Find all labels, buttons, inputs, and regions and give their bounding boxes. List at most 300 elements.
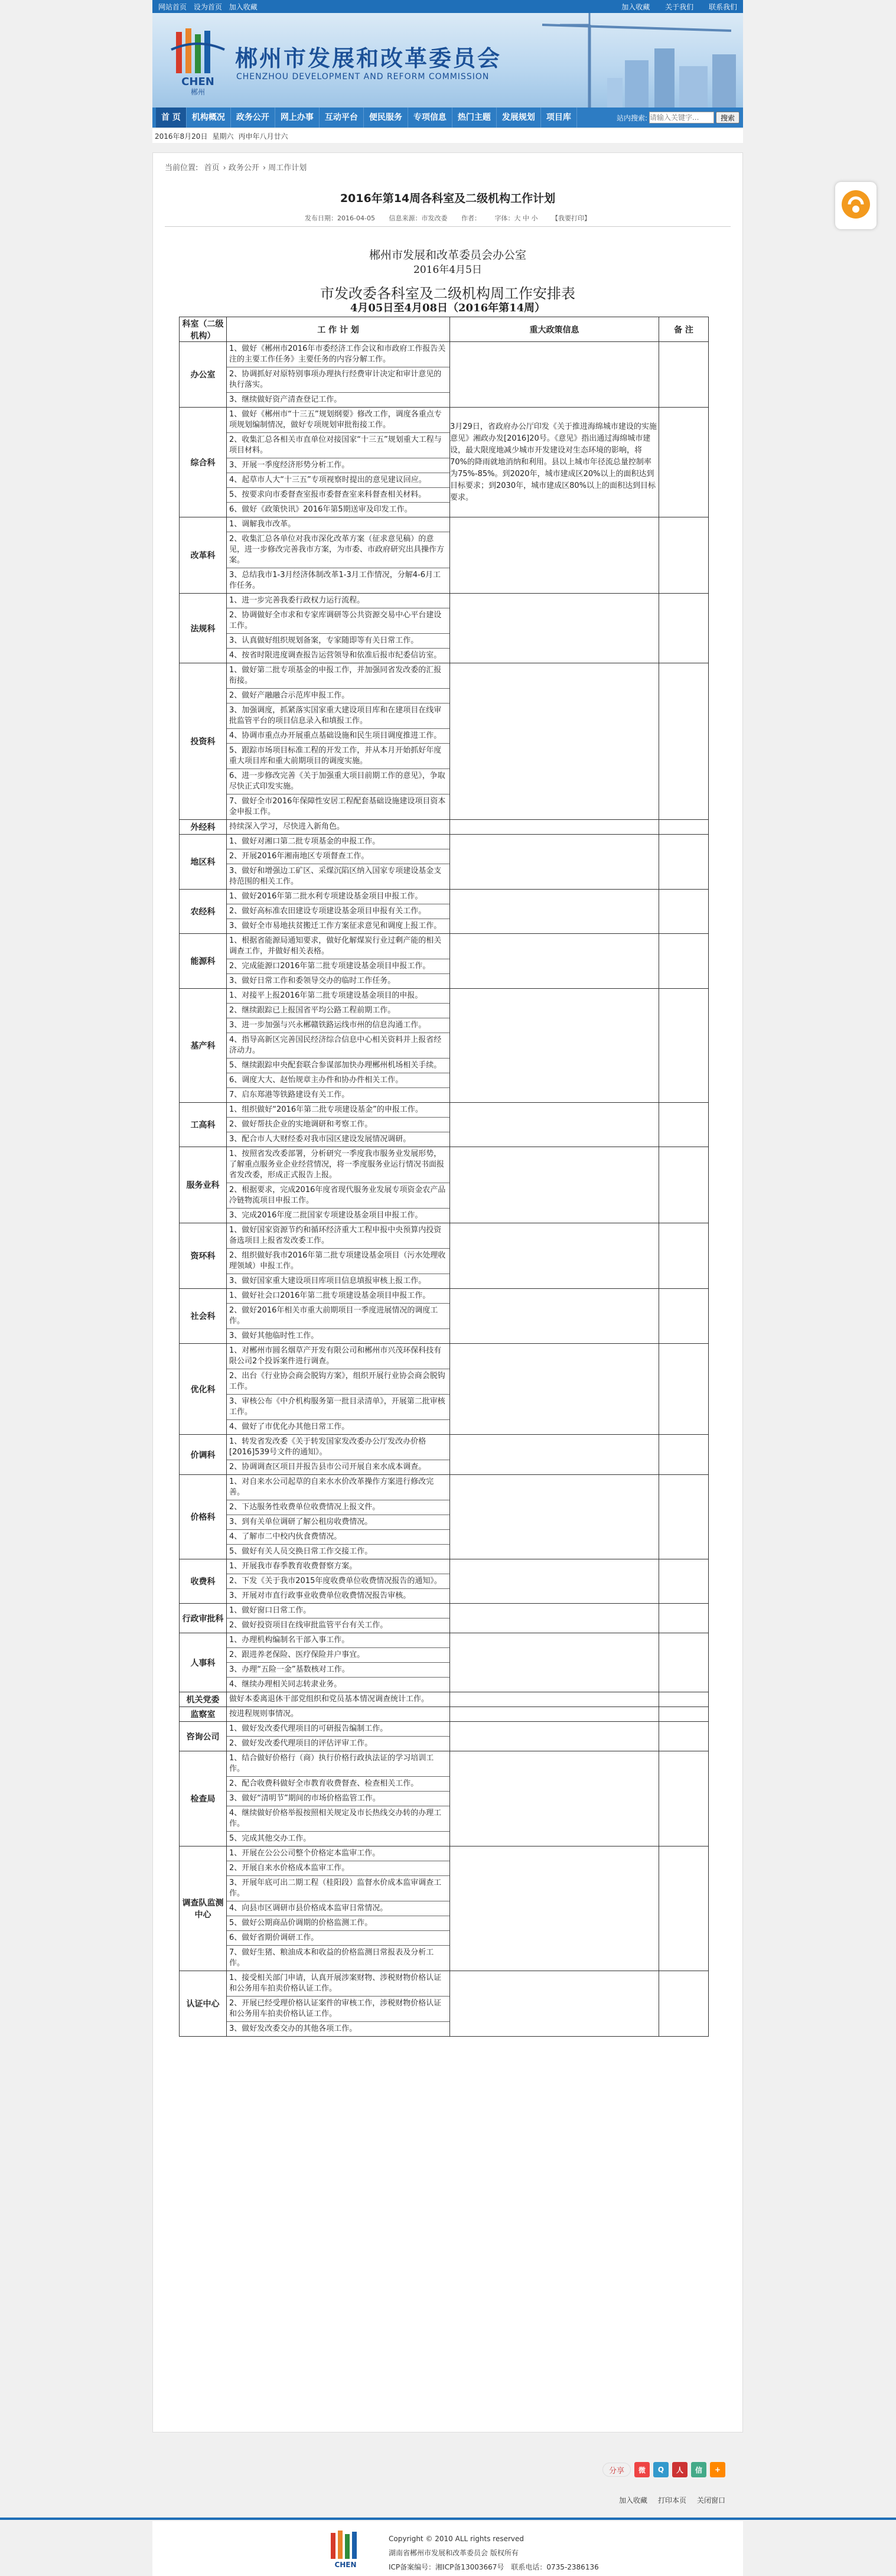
table-row bbox=[180, 1751, 709, 1846]
remarks-cell bbox=[659, 1971, 709, 2037]
breadcrumb: 当前位置: 首页 › 政务公开 › 周工作计划 bbox=[165, 164, 307, 172]
current-date: 2016年8月20日 bbox=[155, 132, 208, 141]
tasks-cell bbox=[227, 890, 450, 934]
task-item: 5、做好公期商品价调期的价格监测工作。 bbox=[227, 1916, 449, 1931]
dept-cell: 工高科 bbox=[180, 1103, 227, 1147]
dept-cell: 外经科 bbox=[180, 820, 227, 835]
breadcrumb-item[interactable]: 周工作计划 bbox=[268, 164, 307, 172]
task-item: 1、按照省发改委部署，分析研究一季度我市服务业发展形势，了解重点服务业企业经营情况，将一季度服务业运行情况书面报省发改委，形成正式报告上报。 bbox=[227, 1147, 449, 1183]
remarks-cell bbox=[659, 934, 709, 989]
share-buttons bbox=[602, 2462, 725, 2477]
task-item: 4、起草市人大“十三五”专项视察时提出的意见建议回应。 bbox=[227, 473, 449, 488]
table-row bbox=[180, 408, 709, 517]
remarks-cell bbox=[659, 1846, 709, 1971]
task-item: 7、做好全市2016年保障性安居工程配套基础设施建设项目资本金申报工作。 bbox=[229, 797, 446, 816]
task-item: 2、配合收费科做好全市教育收费督查、检查相关工作。 bbox=[227, 1777, 449, 1792]
task-item: 3、做好全市易地扶贫搬迁工作方案征求意见和调度上报工作。 bbox=[229, 921, 442, 930]
table-row bbox=[180, 1692, 709, 1707]
tasks-cell bbox=[227, 1223, 450, 1289]
tasks-cell bbox=[227, 1147, 450, 1223]
site-search bbox=[617, 112, 743, 123]
task-item: 3、总结我市1-3月经济体制改革1-3月工作情况，分解4-6月工作任务。 bbox=[229, 571, 441, 590]
table-row bbox=[180, 342, 709, 408]
tasks-cell bbox=[227, 820, 450, 835]
logo-cn: 郴州 bbox=[190, 88, 206, 96]
meta-source: 信息来源：市发改委 bbox=[389, 214, 448, 222]
task-item: 2、跟进养老保险、医疗保险并户事宜。 bbox=[227, 1648, 449, 1663]
policy-cell bbox=[450, 1147, 659, 1223]
dept-cell: 办公室 bbox=[180, 342, 227, 408]
tasks-cell bbox=[227, 1344, 450, 1435]
policy-cell bbox=[450, 1692, 659, 1707]
tasks-cell bbox=[227, 1475, 450, 1559]
remarks-cell bbox=[659, 1633, 709, 1692]
task-item: 5、做好有关人员交换日常工作交接工作。 bbox=[229, 1547, 373, 1556]
task-item: 5、跟踪市场项目标准工程的开发工作，并从本月开始抓好年度重大项目库和重大前期项目的调度实施。 bbox=[227, 744, 449, 769]
task-item: 6、做好省期价调研工作。 bbox=[227, 1931, 449, 1946]
task-item: 持续深入学习，尽快进入新角色。 bbox=[229, 822, 345, 831]
task-item: 4、向县市区调研市县价格成本监审日常情况。 bbox=[227, 1901, 449, 1916]
policy-cell bbox=[450, 1846, 659, 1971]
footer-logo bbox=[324, 2528, 368, 2570]
main-nav bbox=[152, 108, 743, 128]
table-row bbox=[180, 1289, 709, 1344]
task-item: 2、做好2016年相关市重大前期项目一季度进展情况的调度工作。 bbox=[227, 1304, 449, 1329]
dept-cell: 监察室 bbox=[180, 1707, 227, 1722]
footer-text bbox=[389, 2532, 599, 2574]
task-item: 4、了解市二中校内伙食费情况。 bbox=[227, 1530, 449, 1545]
task-item: 3、做好和增强边工矿区、采煤沉陷区纳入国家专项建设基金支持范围的相关工作。 bbox=[229, 867, 442, 886]
task-item: 3、做好其他临时性工作。 bbox=[229, 1331, 319, 1340]
policy-cell bbox=[450, 342, 659, 408]
tasks-cell bbox=[227, 408, 450, 517]
table-row bbox=[180, 1604, 709, 1633]
tasks-cell bbox=[227, 1692, 450, 1707]
policy-cell bbox=[450, 1223, 659, 1289]
task-item: 5、继续跟踪申央配套联合参谋部加快办理郴州机场相关手续。 bbox=[227, 1059, 449, 1073]
contact-phone: 联系电话：0735-2386136 bbox=[511, 2563, 599, 2571]
task-item: 1、做好对湘口第二批专项基金的申报工作。 bbox=[227, 835, 449, 849]
task-item: 4、继续办理相关同志转隶业务。 bbox=[229, 1680, 342, 1689]
task-item: 2、协调做好全市求和专家库调研等公共资源交易中心平台建设工作。 bbox=[227, 608, 449, 634]
nav-item[interactable]: 项目库 bbox=[541, 108, 577, 128]
add-favorite-link[interactable]: 加入收藏 bbox=[618, 2496, 647, 2505]
nav-item[interactable]: 政务公开 bbox=[231, 108, 275, 128]
top-bar-right bbox=[608, 2, 737, 12]
article-meta bbox=[153, 213, 742, 223]
task-item: 1、根据省能源局通知要求，做好化解煤炭行业过剩产能的相关调查工作，并做好相关表格。 bbox=[227, 934, 449, 959]
dept-cell: 检查局 bbox=[180, 1751, 227, 1846]
task-item: 1、做好2016年第二批水利专项建设基金项目申报工作。 bbox=[227, 890, 449, 904]
top-link-right[interactable]: 关于我们 bbox=[665, 2, 694, 11]
article-title: 2016年第14周各科室及二级机构工作计划 bbox=[340, 192, 556, 205]
task-item: 2、做好投资项目在线审批监管平台有关工作。 bbox=[229, 1621, 388, 1630]
tasks-cell bbox=[227, 342, 450, 408]
task-item: 2、下达服务性收费单位收费情况上报文件。 bbox=[227, 1500, 449, 1515]
breadcrumb-item[interactable]: 首页 bbox=[204, 164, 220, 172]
task-item: 1、对自来水公司起草的自来水水价改革操作方案进行修改完善。 bbox=[227, 1475, 449, 1500]
remarks-cell bbox=[659, 1692, 709, 1707]
remarks-cell bbox=[659, 1147, 709, 1223]
policy-cell bbox=[450, 890, 659, 934]
task-item: 6、进一步修改完善《关于加强重大项目前期工作的意见》，争取尽快正式印发实施。 bbox=[227, 769, 449, 794]
task-item: 1、结合做好价格行（商）执行价格行政执法证的学习培训工作。 bbox=[227, 1751, 449, 1777]
remarks-cell bbox=[659, 1289, 709, 1344]
remarks-cell bbox=[659, 820, 709, 835]
task-item: 3、开展年底可出二期工程（桂阳段）监督水价成本监审调查工作。 bbox=[227, 1876, 449, 1901]
table-row bbox=[180, 594, 709, 663]
search-button[interactable]: 搜索 bbox=[716, 112, 739, 123]
doc-org: 郴州市发展和改革委员会办公室 bbox=[369, 249, 526, 262]
site-title: 郴州市发展和改革委员会 bbox=[235, 45, 502, 71]
nav-item[interactable]: 网上办事 bbox=[275, 108, 320, 128]
task-item: 4、继续做好价格举报按照相关规定及市长热线交办转的办理工作。 bbox=[227, 1806, 449, 1832]
policy-cell bbox=[450, 1751, 659, 1846]
task-item: 2、继续跟踪已上报国省平均公路工程前期工作。 bbox=[227, 1004, 449, 1018]
qzone-share-icon[interactable]: Q bbox=[653, 2462, 669, 2477]
task-item: 2、开展2016年湘南地区专项督查工作。 bbox=[227, 849, 449, 864]
policy-cell bbox=[450, 517, 659, 594]
remarks-cell bbox=[659, 663, 709, 820]
task-item: 1、做好《郴州市2016年市委经济工作会议和市政府工作报告关注的主要工作任务》主要任务的内容分解工作。 bbox=[227, 342, 449, 367]
meta-date: 发布日期：2016-04-05 bbox=[305, 214, 375, 222]
task-item: 3、到有关单位调研了解公租房收费情况。 bbox=[227, 1515, 449, 1530]
policy-cell bbox=[450, 1344, 659, 1435]
task-item: 3、加强调度，抓紧落实国家重大建设项目库和在建项目在线审批监管平台的项目信息录入和填报工作。 bbox=[227, 704, 449, 729]
remarks-cell bbox=[659, 835, 709, 890]
renren-share-icon[interactable]: 人 bbox=[672, 2462, 688, 2477]
page-tools bbox=[152, 2495, 743, 2509]
dept-cell: 资环科 bbox=[180, 1223, 227, 1289]
task-item: 5、完成其他交办工作。 bbox=[229, 1834, 311, 1843]
table-row bbox=[180, 820, 709, 835]
remarks-cell bbox=[659, 1604, 709, 1633]
dept-cell: 咨询公司 bbox=[180, 1722, 227, 1751]
divider bbox=[165, 226, 731, 227]
tasks-cell bbox=[227, 1633, 450, 1692]
task-item: 2、开展自来水价格成本监审工作。 bbox=[227, 1861, 449, 1876]
meta-print[interactable]: 【我要打印】 bbox=[551, 214, 591, 222]
task-item: 1、做好第二批专项基金的申报工作，并加强同省发改委的汇报衔接。 bbox=[227, 663, 449, 689]
col-header: 重大政策信息 bbox=[450, 317, 659, 342]
table-row bbox=[180, 1707, 709, 1722]
tasks-cell bbox=[227, 835, 450, 890]
tasks-cell bbox=[227, 934, 450, 989]
task-item: 2、收集汇总各相关市直单位对接国家“十三五”规划重大工程与项目材料。 bbox=[227, 433, 449, 458]
dept-cell: 法规科 bbox=[180, 594, 227, 663]
task-item: 1、开展在公公公司整个价格定本监审工作。 bbox=[227, 1846, 449, 1861]
policy-cell bbox=[450, 1707, 659, 1722]
policy-cell bbox=[450, 989, 659, 1103]
table-row bbox=[180, 1846, 709, 1971]
policy-cell bbox=[450, 1103, 659, 1147]
task-item: 1、做好国家资源节约和循环经济重大工程申报中央预算内投资备选项目上报省发改委工作。 bbox=[227, 1223, 449, 1249]
copyright: Copyright © 2010 ALL rights reserved bbox=[389, 2535, 524, 2543]
task-item: 5、按要求向市委督查室报市委督查室来科督查相关材料。 bbox=[227, 488, 449, 503]
tasks-cell bbox=[227, 1435, 450, 1475]
nav-home[interactable]: 首 页 bbox=[156, 108, 187, 128]
task-item: 3、做好国家重大建设项目库项目信息填报审核上报工作。 bbox=[229, 1276, 426, 1285]
remarks-cell bbox=[659, 1435, 709, 1475]
policy-cell bbox=[450, 934, 659, 989]
dept-cell: 优化科 bbox=[180, 1344, 227, 1435]
weibo-share-icon[interactable]: 微 bbox=[634, 2462, 650, 2477]
task-item: 3、继续做好资产清查登记工作。 bbox=[229, 395, 342, 404]
policy-cell bbox=[450, 820, 659, 835]
top-link-right[interactable]: 联系我们 bbox=[708, 2, 737, 11]
task-item: 3、完成2016年度二批国家专项建设基金项目申报工作。 bbox=[229, 1211, 423, 1220]
table-row bbox=[180, 989, 709, 1103]
policy-cell bbox=[450, 1722, 659, 1751]
remarks-cell bbox=[659, 989, 709, 1103]
site-logo[interactable] bbox=[165, 26, 230, 97]
work-plan-table bbox=[179, 317, 709, 2037]
footer bbox=[152, 2521, 743, 2576]
policy-cell: 3月29日，省政府办公厅印发《关于推进海绵城市建设的实施意见》湘政办发[2016]20号。《意见》指出通过海绵城市建设，最大限度地减少城市开发建设对生态环境的影响，将70%的降雨就地消纳和利用。县以上城市年径流总量控制率为75%-85%。到2020年，城市建成区20%以上的面积达到目标要求；到2030年，城市建成区80%以上的面积达到目标要求。 bbox=[450, 408, 659, 517]
wechat-share-icon[interactable]: 信 bbox=[691, 2462, 706, 2477]
remarks-cell bbox=[659, 408, 709, 517]
task-item: 3、做好日常工作和委领导交办的临时工作任务。 bbox=[229, 976, 396, 985]
task-item: 2、做好产融融合示范库申报工作。 bbox=[227, 689, 449, 704]
task-item: 3、配合市人大财经委对我市园区建设发展情况调研。 bbox=[229, 1135, 411, 1144]
task-item: 3、开展对市直行政事业收费单位收费情况报告审核。 bbox=[229, 1591, 411, 1600]
dept-cell: 收费科 bbox=[180, 1559, 227, 1604]
table-row bbox=[180, 1435, 709, 1475]
task-item: 3、审核公布《中介机构服务第一批目录清单》，开展第二批审核工作。 bbox=[227, 1395, 449, 1420]
task-item: 1、组织做好“2016年第二批专项建设基金”的申报工作。 bbox=[227, 1103, 449, 1118]
dept-cell: 综合科 bbox=[180, 408, 227, 517]
task-item: 2、做好帮扶企业的实地调研和考察工作。 bbox=[227, 1118, 449, 1132]
policy-cell bbox=[450, 1633, 659, 1692]
task-item: 1、调解我市改革。 bbox=[227, 517, 449, 532]
close-window-link[interactable]: 关闭窗口 bbox=[696, 2496, 725, 2505]
task-item: 4、指导高新区完善国民经济综合信息中心相关资料并上报省经济动力。 bbox=[227, 1033, 449, 1059]
policy-cell bbox=[450, 1435, 659, 1475]
nav-item[interactable]: 热门主题 bbox=[452, 108, 497, 128]
table-row bbox=[180, 663, 709, 820]
task-item: 1、办理机构编制名干部入事工作。 bbox=[227, 1633, 449, 1648]
remarks-cell bbox=[659, 1707, 709, 1722]
task-item: 1、对郴州市圆名烟草产开发有限公司和郴州市兴茂环保科技有限公司2个投诉案件进行调查。 bbox=[227, 1344, 449, 1369]
footer-divider bbox=[0, 2518, 896, 2520]
table-row bbox=[180, 1103, 709, 1147]
task-item: 按进程规则事情况。 bbox=[229, 1709, 299, 1718]
meta-font-size[interactable]: 字体：大 中 小 bbox=[494, 214, 538, 222]
remarks-cell bbox=[659, 1344, 709, 1435]
table-row bbox=[180, 890, 709, 934]
doc-subheading: 4月05日至4月08日（2016年第14周） bbox=[350, 302, 546, 314]
task-item: 1、做好《郴州市“十三五”规划纲要》修改工作，调度各重点专项规划编制情况，做好专项规划审批衔接工作。 bbox=[227, 408, 449, 433]
policy-cell bbox=[450, 1971, 659, 2037]
tasks-cell bbox=[227, 1846, 450, 1971]
nav-item[interactable]: 便民服务 bbox=[364, 108, 408, 128]
dept-cell: 认证中心 bbox=[180, 1971, 227, 2037]
table-row bbox=[180, 1344, 709, 1435]
tasks-cell bbox=[227, 1289, 450, 1344]
dept-cell: 服务业科 bbox=[180, 1147, 227, 1223]
col-header: 工 作 计 划 bbox=[227, 317, 450, 342]
table-row bbox=[180, 1223, 709, 1289]
floating-service-badge[interactable] bbox=[835, 182, 877, 229]
remarks-cell bbox=[659, 594, 709, 663]
dept-cell: 调查队监测中心 bbox=[180, 1846, 227, 1971]
policy-cell bbox=[450, 835, 659, 890]
nav-item[interactable]: 专项信息 bbox=[408, 108, 452, 128]
task-item: 2、组织做好我市2016年第二批专项建设基金项目（污水处理收理领域）申报工作。 bbox=[227, 1249, 449, 1274]
table-row bbox=[180, 835, 709, 890]
table-row bbox=[180, 1722, 709, 1751]
dept-cell: 价格科 bbox=[180, 1475, 227, 1559]
footer-icp-contact bbox=[389, 2560, 599, 2574]
top-bar bbox=[152, 0, 743, 13]
date-row bbox=[152, 129, 743, 143]
task-item: 2、下发《关于我市2015年度收费单位收费情况报告的通知》。 bbox=[227, 1574, 449, 1589]
task-item: 4、按省时限进度调查报告运营领导和依准后报市纪委信访室。 bbox=[229, 651, 442, 660]
tasks-cell bbox=[227, 989, 450, 1103]
task-item: 2、做好高标准农田建设专项建设基金项目申报有关工作。 bbox=[227, 904, 449, 919]
policy-cell bbox=[450, 1604, 659, 1633]
remarks-cell bbox=[659, 1751, 709, 1846]
article-container bbox=[152, 152, 743, 2432]
task-item: 7、做好生猪、粮油成本和收益的价格监测日常报表及分析工作。 bbox=[229, 1948, 434, 1968]
dept-cell: 机关党委 bbox=[180, 1692, 227, 1707]
remarks-cell bbox=[659, 1475, 709, 1559]
task-item: 3、做好“清明节”期间的市场价格监管工作。 bbox=[227, 1792, 449, 1806]
tasks-cell bbox=[227, 1971, 450, 2037]
task-item: 2、出台《行业协会商会脱钩方案》，组织开展行业协会商会脱钩工作。 bbox=[227, 1369, 449, 1395]
doc-heading: 市发改委各科室及二级机构周工作安排表 bbox=[320, 285, 575, 302]
breadcrumb-item[interactable]: 政务公开 bbox=[228, 164, 259, 172]
search-label: 站内搜索: bbox=[616, 113, 647, 122]
top-link[interactable]: 网站首页 bbox=[158, 2, 187, 11]
task-item: 7、启东郑港等铁路建设有关工作。 bbox=[229, 1090, 350, 1099]
policy-cell bbox=[450, 1289, 659, 1344]
remarks-cell bbox=[659, 517, 709, 594]
task-item: 2、根据要求，完成2016年度省现代服务业发展专项资金农产品冷链物流项目申报工作。 bbox=[227, 1183, 449, 1209]
remarks-cell bbox=[659, 890, 709, 934]
dept-cell: 投资科 bbox=[180, 663, 227, 820]
task-item: 1、开展我市春季教育收费督察方案。 bbox=[227, 1559, 449, 1574]
task-item: 1、转发省发改委《关于转发国家发改委办公厅发改办价格[2016]539号文件的通知》。 bbox=[227, 1435, 449, 1460]
share-label[interactable]: 分享 bbox=[602, 2463, 631, 2477]
dept-cell: 行政审批科 bbox=[180, 1604, 227, 1633]
top-link[interactable]: 设为首页 bbox=[193, 2, 222, 11]
tasks-cell bbox=[227, 594, 450, 663]
remarks-cell bbox=[659, 1722, 709, 1751]
task-item: 做好本委离退休干部党组织和党员基本情况调查统计工作。 bbox=[229, 1695, 429, 1704]
tasks-cell bbox=[227, 1103, 450, 1147]
table-row bbox=[180, 1559, 709, 1604]
task-item: 4、做好了市优化办其他日常工作。 bbox=[229, 1422, 350, 1431]
top-link-right[interactable]: 加入收藏 bbox=[621, 2, 650, 11]
site-subtitle: CHENZHOU DEVELOPMENT AND REFORM COMMISSION bbox=[236, 72, 490, 82]
dept-cell: 农经科 bbox=[180, 890, 227, 934]
task-item: 3、认真做好组织规划备案，专家随即等有关日常工作。 bbox=[227, 634, 449, 649]
nav-item[interactable]: 互动平台 bbox=[320, 108, 364, 128]
task-item: 1、做好发改委代理项目的可研报告编制工作。 bbox=[227, 1722, 449, 1737]
share-bar bbox=[152, 2462, 743, 2486]
table-row bbox=[180, 1971, 709, 2037]
dept-cell: 人事科 bbox=[180, 1633, 227, 1692]
task-item: 2、协调调查区项目并报告县市公司开展自来水成本调查。 bbox=[229, 1463, 426, 1471]
dept-cell: 地区科 bbox=[180, 835, 227, 890]
table-row bbox=[180, 517, 709, 594]
top-bar-left bbox=[158, 2, 262, 12]
task-item: 3、做好发改委交办的其他各项工作。 bbox=[229, 2024, 357, 2033]
task-item: 2、开展已经受理价格认证案件的审核工作，涉税财物价格认证和公务用车拍卖价格认证工作。 bbox=[227, 1997, 449, 2022]
breadcrumb-prefix: 当前位置: bbox=[165, 164, 198, 172]
policy-cell bbox=[450, 663, 659, 820]
task-item: 2、做好发改委代理项目的评估评审工作。 bbox=[229, 1739, 373, 1748]
doc-org-date: 2016年4月5日 bbox=[413, 264, 482, 276]
tasks-cell bbox=[227, 1604, 450, 1633]
task-item: 2、完成能源口2016年第二批专项建设基金项目申报工作。 bbox=[227, 959, 449, 974]
table-row bbox=[180, 1147, 709, 1223]
table-header-row bbox=[180, 317, 709, 342]
dept-cell: 能源科 bbox=[180, 934, 227, 989]
policy-cell bbox=[450, 1475, 659, 1559]
print-link[interactable]: 打印本页 bbox=[657, 2496, 686, 2505]
dept-cell: 社会科 bbox=[180, 1289, 227, 1344]
tasks-cell bbox=[227, 1722, 450, 1751]
policy-cell bbox=[450, 594, 659, 663]
policy-cell bbox=[450, 1559, 659, 1604]
dept-cell: 基产科 bbox=[180, 989, 227, 1103]
task-item: 1、接受相关部门申请，认真开展涉案财物、涉税财物价格认证和公务用车拍卖价格认证工作。 bbox=[227, 1971, 449, 1997]
search-input[interactable] bbox=[649, 112, 714, 123]
nav-item[interactable]: 发展规划 bbox=[497, 108, 541, 128]
tasks-cell bbox=[227, 1751, 450, 1846]
col-header: 科室（二级机构） bbox=[180, 317, 227, 342]
tasks-cell bbox=[227, 1707, 450, 1722]
nav-item[interactable]: 机构概况 bbox=[187, 108, 231, 128]
dept-cell: 改革科 bbox=[180, 517, 227, 594]
table-row bbox=[180, 934, 709, 989]
task-item: 4、协调市重点办开展重点基础设施和民生项目调度推进工作。 bbox=[227, 729, 449, 744]
remarks-cell bbox=[659, 1559, 709, 1604]
top-link[interactable]: 加入收藏 bbox=[229, 2, 258, 11]
logo-text: CHEN bbox=[181, 76, 214, 88]
task-item: 6、调度大大、赵怡规章主办件和协办件相关工作。 bbox=[227, 1073, 449, 1088]
remarks-cell bbox=[659, 1103, 709, 1147]
weekday: 星期六 bbox=[212, 132, 234, 141]
table-body bbox=[180, 342, 709, 2037]
lunar-date: 丙申年八月廿六 bbox=[238, 132, 288, 141]
service-badge-icon bbox=[835, 182, 877, 229]
task-item: 1、对接平上报2016年第二批专项建设基金项目的申报。 bbox=[227, 989, 449, 1004]
task-item: 3、开展一季度经济形势分析工作。 bbox=[227, 458, 449, 473]
dept-cell: 价调科 bbox=[180, 1435, 227, 1475]
footer-org: 湖南省郴州市发展和改革委员会 版权所有 bbox=[389, 2549, 519, 2557]
task-item: 3、进一步加强与兴永郴赣铁路运线市州的信息沟通工作。 bbox=[227, 1018, 449, 1033]
tasks-cell bbox=[227, 663, 450, 820]
tasks-cell bbox=[227, 517, 450, 594]
remarks-cell bbox=[659, 342, 709, 408]
task-item: 2、收集汇总各单位对我市深化改革方案（征求意见稿）的意见，进一步修改完善我市方案，为市委、市政府研究出具操作方案。 bbox=[227, 532, 449, 568]
task-item: 1、做好社会口2016年第二批专项建设基金项目申报工作。 bbox=[227, 1289, 449, 1304]
icp: ICP备案编号：湘ICP备13003667号 bbox=[389, 2563, 504, 2571]
banner-skyline-illustration bbox=[471, 13, 743, 108]
task-item: 1、做好窗口日常工作。 bbox=[227, 1604, 449, 1618]
more-share-icon[interactable]: + bbox=[710, 2462, 725, 2477]
col-header: 备 注 bbox=[659, 317, 709, 342]
table-row bbox=[180, 1633, 709, 1692]
tasks-cell bbox=[227, 1559, 450, 1604]
task-item: 3、办理“五险一金”基数核对工作。 bbox=[227, 1663, 449, 1678]
task-item: 2、协调抓好对原特别事项办理执行经费审计决定和审计意见的执行落实。 bbox=[227, 367, 449, 393]
site-banner bbox=[152, 13, 743, 108]
task-item: 1、进一步完善我委行政权力运行流程。 bbox=[227, 594, 449, 608]
